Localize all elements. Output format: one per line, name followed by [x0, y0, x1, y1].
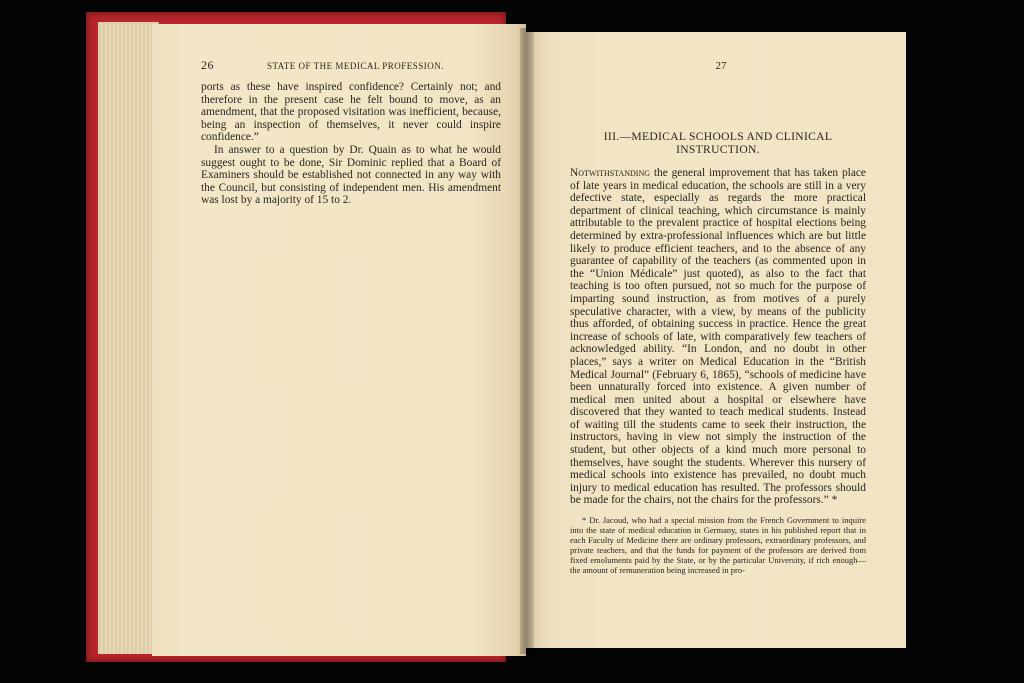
left-page-number: 26 — [201, 58, 214, 72]
book-gutter — [520, 28, 534, 654]
right-page-content — [570, 60, 866, 584]
running-head-title: STATE OF THE MEDICAL PROFESSION. — [267, 61, 445, 71]
footnote: * Dr. Jacoud, who had a special mission from the French Government to inquire into the state of medical education in Germany, states in his published report that in each Faculty of Medicine there are ordinary professors, extraordinary professors, and private teachers, and that the funds for payment of the professors are derived from fixed emoluments paid by the State, or by the particular University, if rich enough—the amount of remuneration being increased in pro- — [570, 515, 866, 575]
left-paragraph-1: ports as these have inspired confidence? Certainly not; and therefore in the present case he felt bound to move, as an amendment, that the proposed visitation was inefficient, because, being an inspection of themselves, it never could inspire confidence.” — [201, 81, 501, 144]
chapter-body-paragraph — [570, 167, 866, 507]
opening-word: Notwithstanding — [570, 167, 651, 179]
chapter-heading: III.—MEDICAL SCHOOLS AND CLINICAL INSTRUCTION. — [603, 130, 833, 156]
left-page-content — [201, 58, 501, 207]
page-edges — [98, 22, 159, 654]
chapter-body-text: the general improvement that has taken place of late years in medical education, the schools are still in a very defective state, especially as regards the more practical department of clinical teaching, which circumstance is mainly attributable to the prevalent practice of hospital elections being determined by extra-professional influences which are but little likely to produce efficient teachers, and to the absence of any guarantee of capability of the teachers (as commented upon in the “Union Médicale” just quoted), as also to the fact that teaching is too often pursued, not so much for the purpose of imparting sound instruction, as from motives of a purely speculative character, with a view, by means of the publicity thus afforded, of obtaining success in practice. Hence the great increase of schools of late, with comparatively few teachers of acknowledged ability. “In London, and no doubt in other places,” says a writer on Medical Education in the “British Medical Journal” (February 6, 1865), “schools of medicine have been unnaturally forced into existence. A given number of medical men united about a hospital or elsewhere have discovered that they wanted to teach medical students. Instead of waiting till the students came to seek their instruction, the instructors, having in view not simply the instruction of the student, but other objects of a kind much more personal to themselves, have sought the students. Wherever this nursery of medical schools into existence has prevailed, no doubt much injury to medical education has resulted. The professors should be made for the chairs, not the chairs for the professors.” * — [570, 167, 866, 507]
left-running-header — [201, 58, 501, 73]
left-paragraph-2: In answer to a question by Dr. Quain as to what he would suggest ought to be done, Sir Dominic replied that a Board of Examiners should be established not connected in any way with the Council, but consisting of independent men. His amendment was lost by a majority of 15 to 2. — [201, 143, 501, 207]
right-page-number: 27 — [715, 60, 727, 72]
